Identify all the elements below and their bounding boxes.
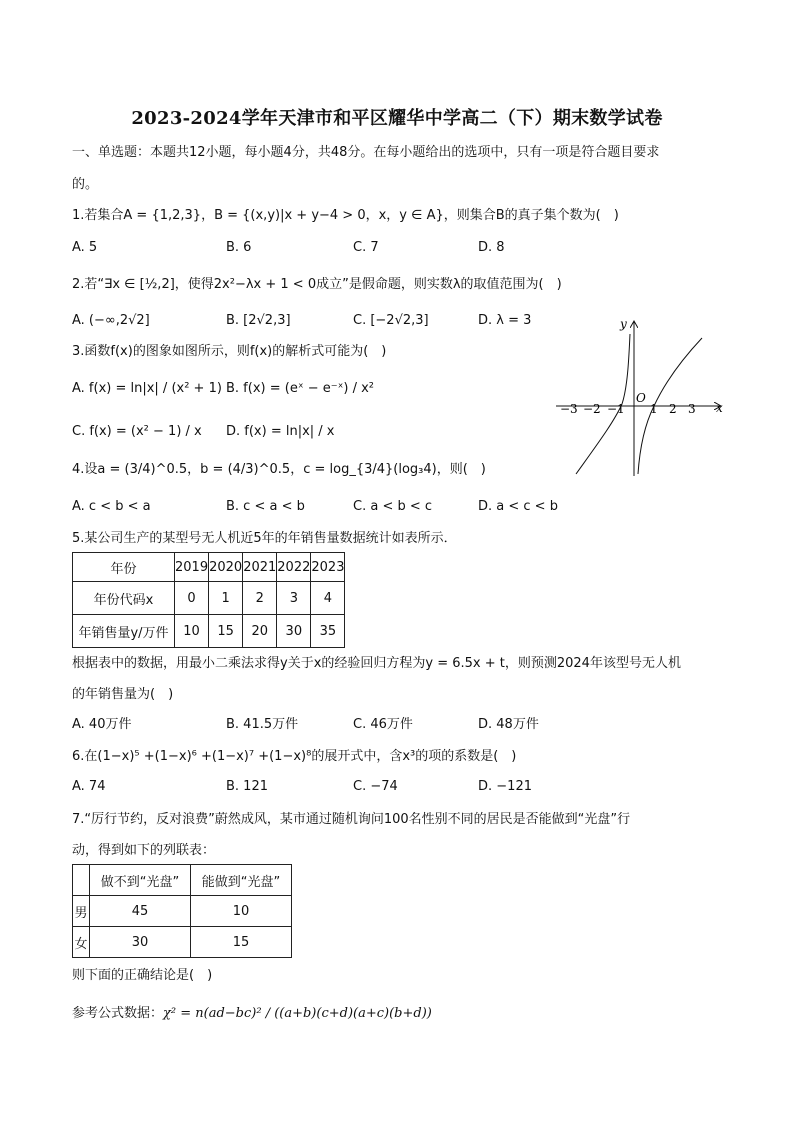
table-cell: 15 [209, 615, 243, 648]
question-3-option-a: A. f(x) = ln|x| / (x² + 1) [72, 381, 222, 396]
table-cell [73, 865, 90, 896]
question-4-stem: 4.设a = (3/4)^0.5，b = (4/3)^0.5，c = log_{3/4}(log₃4)，则( ) [72, 462, 486, 477]
table-cell: 45 [90, 896, 191, 927]
table-row [73, 582, 345, 615]
question-7-stem-cont: 动，得到如下的列联表： [72, 843, 216, 858]
table-cell: 男 [73, 896, 90, 927]
formula-label: 参考公式数据： [72, 1006, 164, 1021]
origin-label: O [636, 391, 646, 405]
question-5-text-cont: 的年销售量为( ) [72, 687, 174, 702]
section-heading-cont: 的。 [72, 177, 99, 192]
question-6-option-d: D. −121 [478, 779, 532, 794]
question-2-option-d: D. λ = 3 [478, 313, 532, 328]
x-axis-label: x [716, 401, 723, 415]
table-cell: 2 [243, 582, 277, 615]
question-5-option-a: A. 40万件 [72, 717, 132, 732]
question-2-stem: 2.若“∃x ∈ [½,2]，使得2x²−λx + 1 < 0成立”是假命题，则实数λ的取值范围为( ) [72, 277, 562, 292]
tick-label: 1 [650, 402, 658, 416]
table-cell: 0 [175, 582, 209, 615]
question-5-option-b: B. 41.5万件 [226, 717, 299, 732]
table-row [73, 896, 292, 927]
table-cell: 年份代码x [73, 582, 175, 615]
question-7-stem: 7.“厉行节约，反对浪费”蔚然成风，某市通过随机询问100名性别不同的居民是否能做到“光盘”行 [72, 812, 631, 827]
question-2-option-c: C. [−2√2,3] [353, 313, 429, 328]
table-cell: 2022 [277, 553, 311, 582]
table-cell: 20 [243, 615, 277, 648]
sales-table [72, 552, 345, 648]
question-4-option-c: C. a < b < c [353, 499, 433, 514]
function-graph [552, 314, 732, 480]
question-5-stem: 5.某公司生产的某型号无人机近5年的年销售量数据统计如表所示． [72, 531, 457, 546]
table-cell: 2019 [175, 553, 209, 582]
y-axis-label: y [620, 317, 627, 331]
tick-label: −2 [583, 402, 601, 416]
question-1-option-a: A. 5 [72, 240, 98, 255]
table-cell: 30 [277, 615, 311, 648]
table-cell: 能做到“光盘” [191, 865, 292, 896]
page-title: 2023-2024学年天津市和平区耀华中学高二（下）期末数学试卷 [131, 108, 663, 129]
question-6-stem: 6.在(1−x)⁵ +(1−x)⁶ +(1−x)⁷ +(1−x)⁸的展开式中，含x³的项的系数是( ) [72, 749, 517, 764]
question-6-option-b: B. 121 [226, 779, 268, 794]
question-4-option-a: A. c < b < a [72, 499, 151, 514]
question-2-option-b: B. [2√2,3] [226, 313, 291, 328]
tick-label: 3 [688, 402, 696, 416]
table-cell: 2021 [243, 553, 277, 582]
question-5-text: 根据表中的数据，用最小二乘法求得y关于x的经验回归方程为y = 6.5x + t，则预测2024年该型号无人机 [72, 656, 681, 671]
table-cell: 年销售量y/万件 [73, 615, 175, 648]
section-heading: 一、单选题：本题共12小题，每小题4分，共48分。在每小题给出的选项中，只有一项是符合题目要求 [72, 145, 660, 160]
table-cell: 10 [191, 896, 292, 927]
contingency-table [72, 864, 292, 958]
question-7-prompt: 则下面的正确结论是( ) [72, 968, 213, 983]
question-3-option-d: D. f(x) = ln|x| / x [226, 424, 335, 439]
table-cell: 4 [311, 582, 345, 615]
table-row [73, 865, 292, 896]
table-row [73, 615, 345, 648]
question-1-option-d: D. 8 [478, 240, 505, 255]
formula-line [72, 1005, 432, 1023]
table-cell: 1 [209, 582, 243, 615]
tick-label: −1 [607, 402, 625, 416]
table-cell: 35 [311, 615, 345, 648]
question-2-option-a: A. (−∞,2√2] [72, 313, 150, 328]
question-5-option-c: C. 46万件 [353, 717, 413, 732]
table-row [73, 927, 292, 958]
tick-label: 2 [669, 402, 677, 416]
table-cell: 做不到“光盘” [90, 865, 191, 896]
question-6-option-c: C. −74 [353, 779, 398, 794]
question-1-option-c: C. 7 [353, 240, 379, 255]
table-cell: 女 [73, 927, 90, 958]
question-6-option-a: A. 74 [72, 779, 106, 794]
question-1-stem: 1.若集合A = {1,2,3}，B = {(x,y)|x + y−4 > 0，x，y ∈ A}，则集合B的真子集个数为( ) [72, 208, 619, 223]
question-5-option-d: D. 48万件 [478, 717, 539, 732]
table-cell: 15 [191, 927, 292, 958]
tick-label: −3 [560, 402, 578, 416]
table-row [73, 553, 345, 582]
table-cell: 年份 [73, 553, 175, 582]
chi-square-formula: χ² = n(ad−bc)² / ((a+b)(c+d)(a+c)(b+d)) [163, 1006, 432, 1021]
table-cell: 3 [277, 582, 311, 615]
table-cell: 30 [90, 927, 191, 958]
question-3-stem: 3.函数f(x)的图象如图所示，则f(x)的解析式可能为( ) [72, 344, 387, 359]
question-4-option-d: D. a < c < b [478, 499, 558, 514]
table-cell: 2020 [209, 553, 243, 582]
question-3-option-c: C. f(x) = (x² − 1) / x [72, 424, 202, 439]
table-cell: 2023 [311, 553, 345, 582]
question-4-option-b: B. c < a < b [226, 499, 305, 514]
table-cell: 10 [175, 615, 209, 648]
question-1-option-b: B. 6 [226, 240, 252, 255]
question-3-option-b: B. f(x) = (eˣ − e⁻ˣ) / x² [226, 381, 375, 396]
